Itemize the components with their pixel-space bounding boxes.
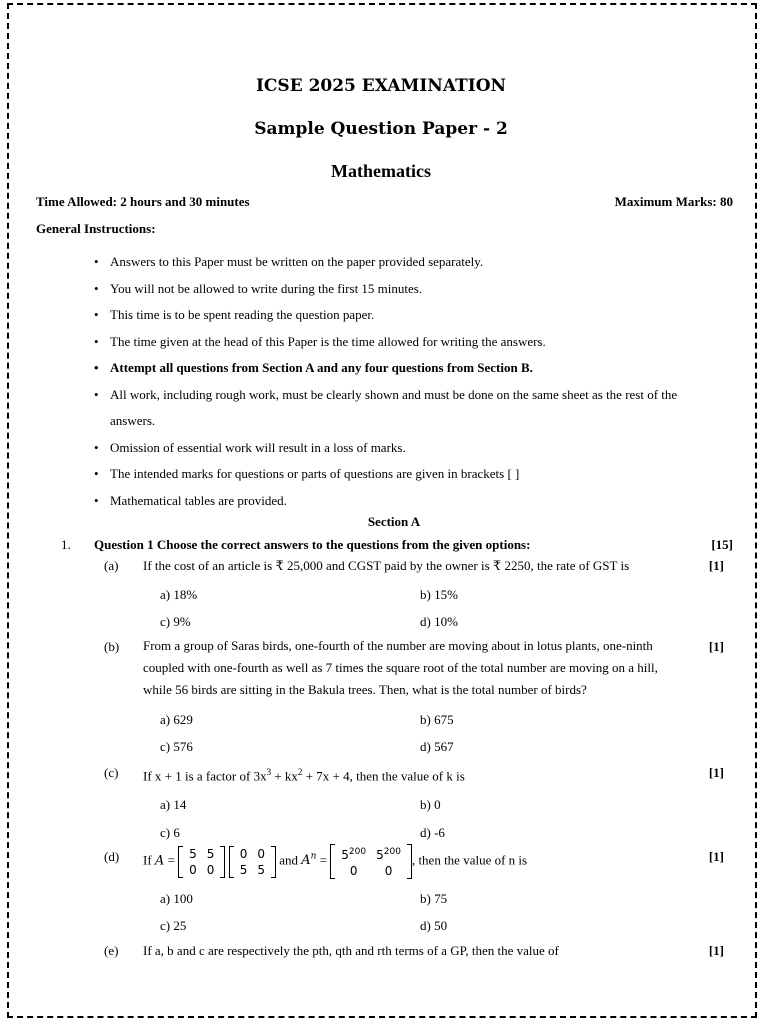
text-segment: + 7x + 4, then the value of k is [302,768,465,784]
instruction-item: • Mathematical tables are provided. [92,488,712,515]
option: d) -6 [420,825,445,840]
superscript: 2 [297,767,303,777]
option: d) 50 [420,918,448,933]
option: a) 14 [160,797,187,812]
section-heading: Section A [367,514,421,529]
matrix-cell: 5 [257,862,265,877]
option: c) 9% [160,614,191,629]
text-segment: If [143,852,152,868]
time-allowed: Time Allowed: 2 hours and 30 minutes [36,194,250,209]
part-text: If a, b and c are respectively the pth, qth and rth terms of a GP, then the value of [143,943,559,958]
superscript: 200 [348,847,367,857]
matrix-cell: 5 [189,846,197,861]
part-label: (c) [104,765,119,780]
part-marks: [1] [708,639,724,654]
paper-title: Sample Question Paper - 2 [254,119,508,139]
instruction-item: • All work, including rough work, must be clearly shown and must be done on the same sheet as the rest of the answers. [92,382,712,435]
part-text: If the cost of an article is ₹ 25,000 and CGST paid by the owner is ₹ 2250, the rate of GST is [143,558,630,573]
option: b) 75 [420,891,448,906]
matrix-symbol: A [154,853,165,869]
question-heading: Question 1 Choose the correct answers to the questions from the given options: [94,537,531,552]
option: c) 6 [160,825,180,840]
matrix-3 [330,844,412,879]
exam-title: ICSE 2025 EXAMINATION [255,76,507,96]
matrix-cell: 0 [239,846,248,861]
option: b) 675 [420,712,454,727]
part-text: From a group of Saras birds, one-fourth of the number are moving about in lotus plants, one-ninth coupled with one-fourth as well as 7 times the square root of the total number are moving on a hill, while 56 birds are sitting in the Bakula trees. Then, what is the total number of birds? [143,638,658,697]
option: a) 629 [160,712,193,727]
part-marks: [1] [708,558,724,573]
option: d) 567 [420,739,454,754]
text-segment: If x + 1 is a factor of 3x [143,768,267,784]
base: 5 [341,848,349,862]
instruction-item: • This time is to be spent reading the question paper. [92,302,712,329]
option: a) 18% [160,587,198,602]
text-segment: + kx [271,768,298,784]
instruction-item: • You will not be allowed to write during the first 15 minutes. [92,276,712,303]
text-segment: , then the value of n is [411,852,528,868]
question-marks: [15] [711,537,733,552]
option: a) 100 [160,891,193,906]
instruction-item: • Attempt all questions from Section A and any four questions from Section B. [92,355,712,382]
instruction-item: • Answers to this Paper must be written on the paper provided separately. [92,249,712,276]
part-label: (a) [104,558,119,573]
matrix-cell: 0 [257,846,265,861]
max-marks: Maximum Marks: 80 [614,194,733,209]
instructions-list [92,249,712,514]
matrix-cell [336,844,371,863]
part-text [143,844,527,879]
matrix-cell: 0 [384,864,393,878]
matrix-2 [229,846,276,878]
part-text [143,767,465,784]
option: d) 10% [420,614,458,629]
subject-title: Mathematics [331,161,431,181]
instructions-heading: General Instructions: [36,221,156,236]
part-label: (e) [104,943,119,958]
matrix-cell [371,844,406,863]
matrix-power [301,853,316,868]
option: c) 25 [160,918,187,933]
superscript: 200 [383,847,401,857]
part-marks: [1] [708,765,724,780]
instruction-item: • The time given at the head of this Paper is the time allowed for writing the answers. [92,329,712,356]
matrix-cell: 5 [206,846,215,861]
matrix-cell: 0 [206,862,215,877]
part-marks: [1] [708,943,724,958]
matrix-cell: 0 [189,862,197,877]
part-marks: [1] [708,849,724,864]
instruction-item: • The intended marks for questions or parts of questions are given in brackets [ ] [92,461,712,488]
option: c) 576 [160,739,193,754]
matrix-1 [178,846,225,878]
option: b) 0 [420,797,441,812]
base: 5 [376,848,384,862]
part-label: (d) [104,849,120,864]
instruction-item: • Omission of essential work will result in a loss of marks. [92,435,712,462]
equals-sign: = [319,852,328,868]
matrix-cell: 5 [239,862,248,877]
equals-sign: = [167,852,175,868]
option: b) 15% [420,587,458,602]
text-segment: and [279,852,298,868]
question-number: 1. [61,537,71,552]
superscript: 3 [266,767,272,777]
matrix-symbol: A [301,853,311,869]
part-label: (b) [104,639,120,654]
superscript: n [310,852,317,863]
matrix-cell: 0 [349,864,358,878]
